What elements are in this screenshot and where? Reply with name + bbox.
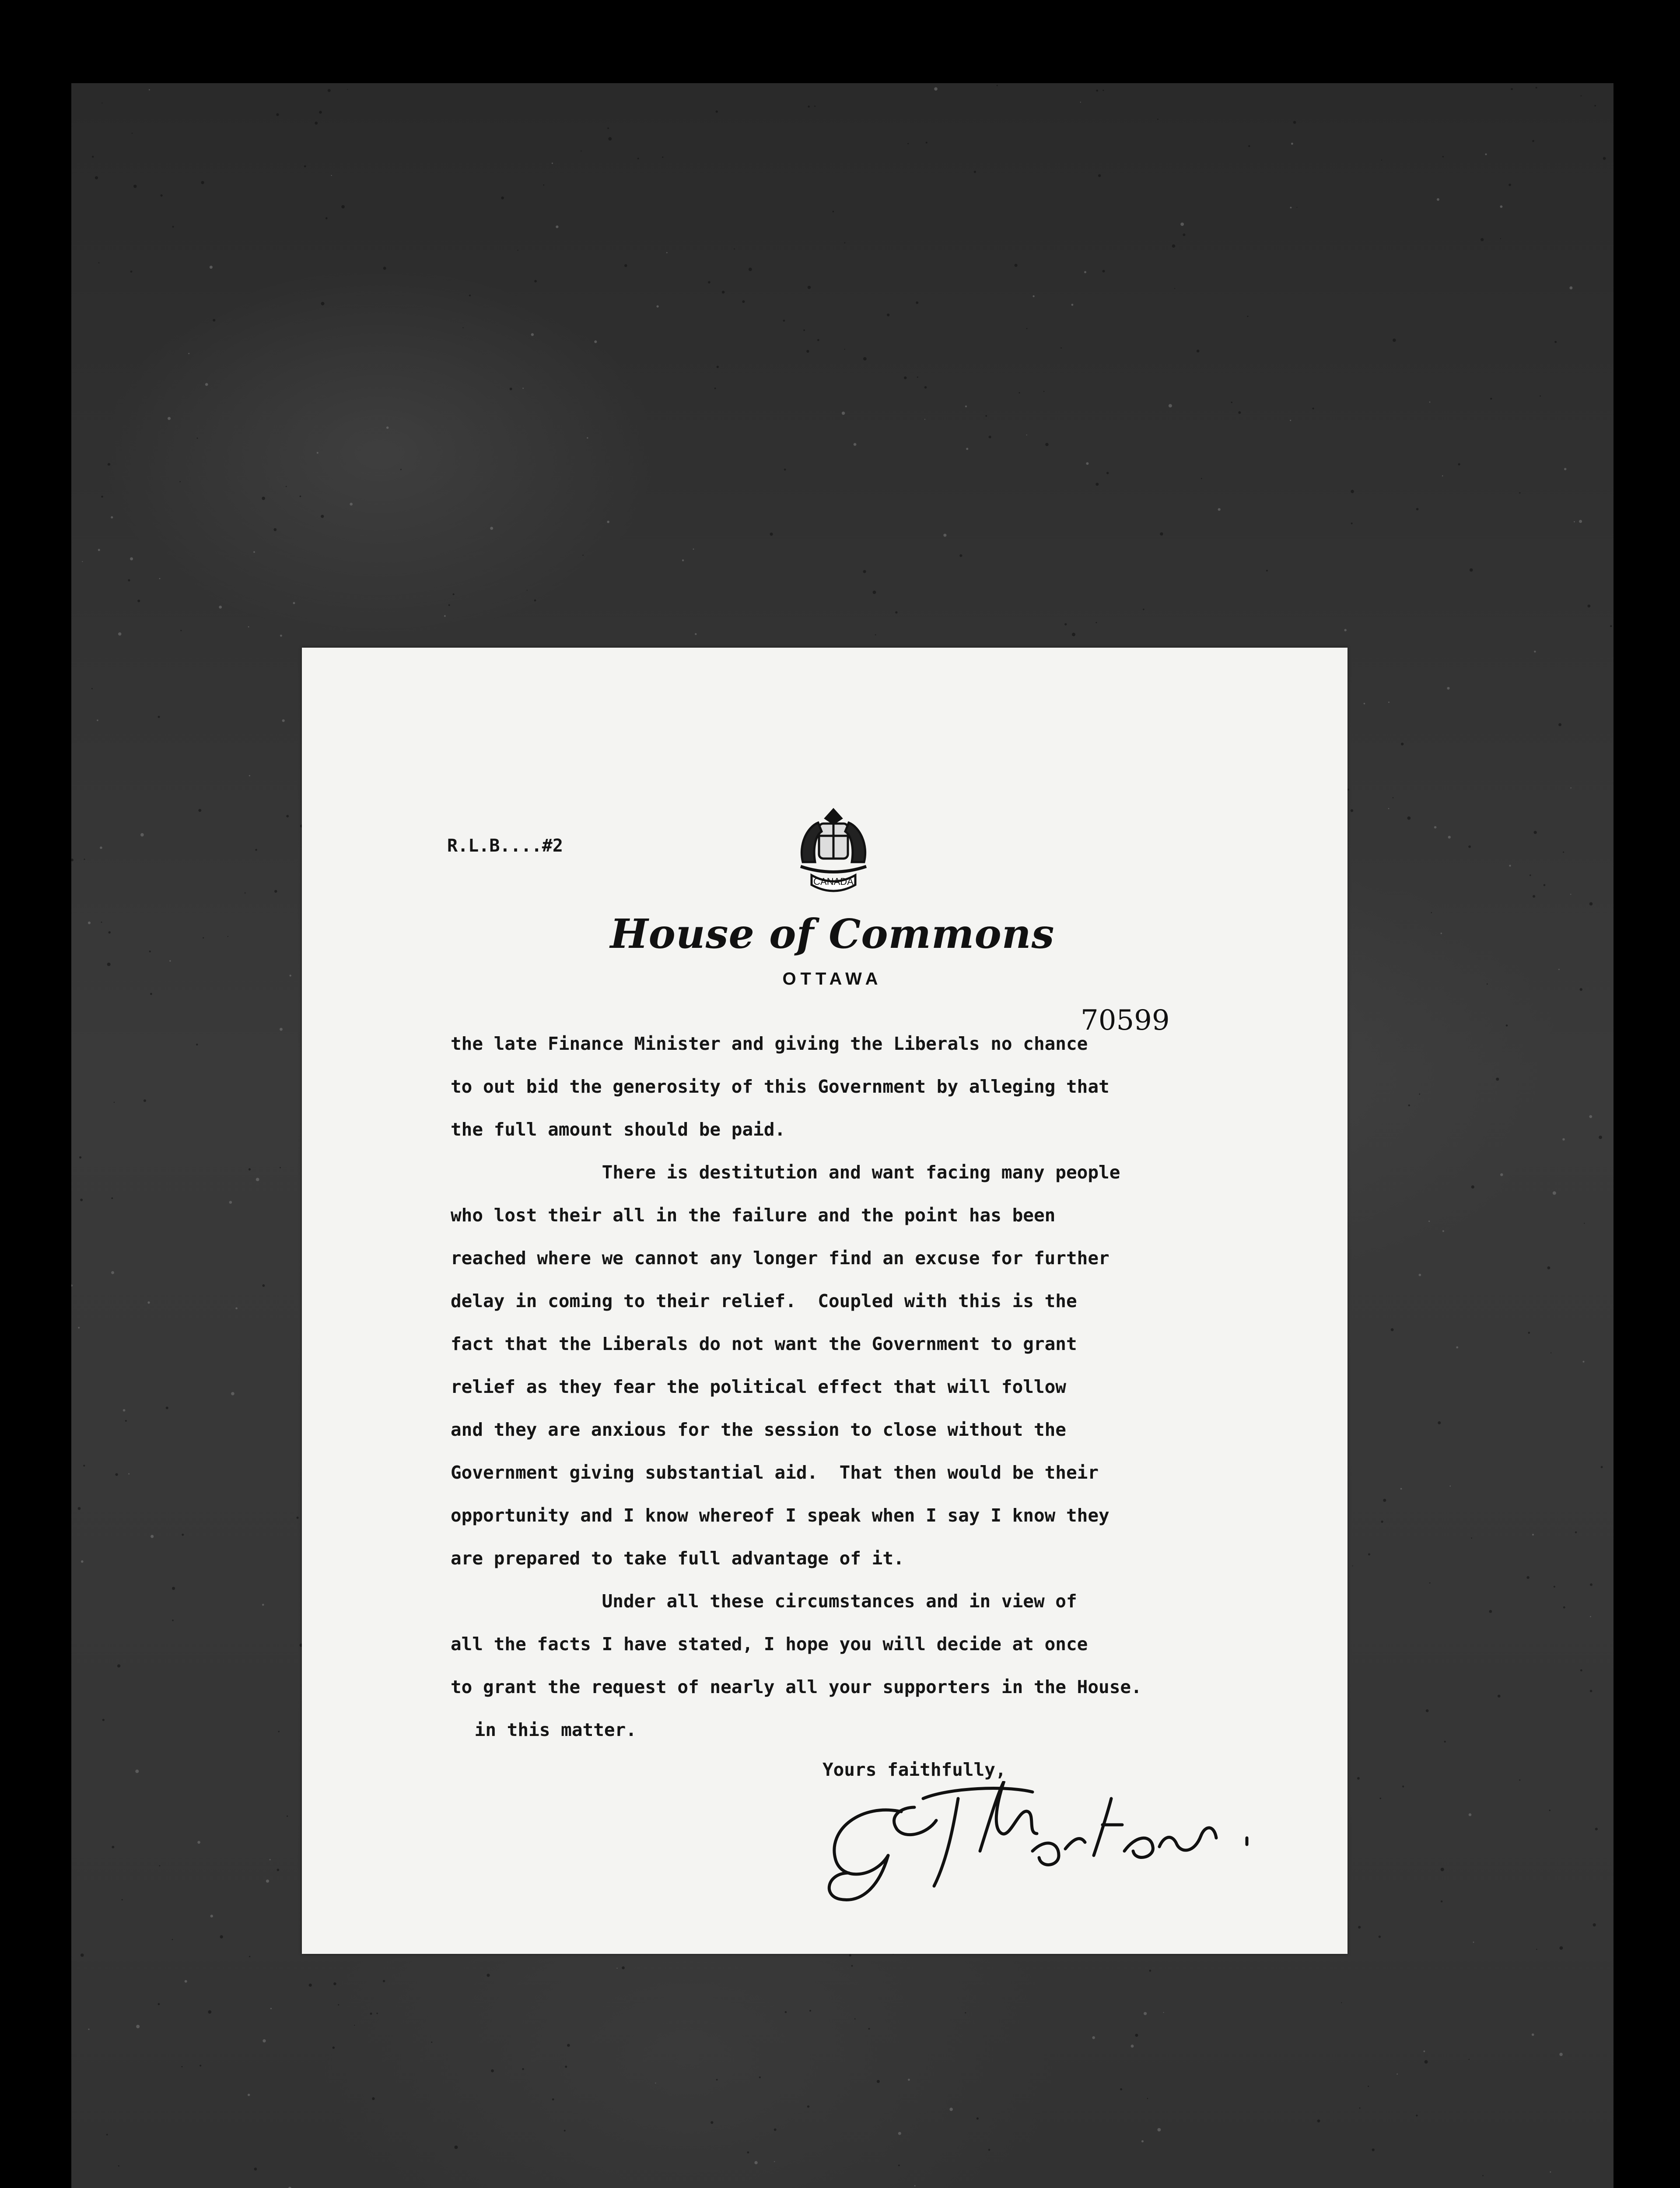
letter-body-line: Government giving substantial aid. That then would be their	[451, 1462, 1099, 1483]
microfilm-frame	[71, 83, 1614, 2188]
letter-page	[302, 648, 1348, 1954]
letterhead-title: House of Commons	[610, 910, 1055, 957]
closing-salutation: Yours faithfully,	[822, 1759, 1006, 1780]
handwritten-signature	[814, 1781, 1291, 1912]
archive-page-number: 70599	[1081, 1004, 1170, 1037]
letter-body-line: the full amount should be paid.	[451, 1119, 786, 1140]
letter-body-line: who lost their all in the failure and the point has been	[451, 1205, 1056, 1226]
letter-body-line: There is destitution and want facing many people	[451, 1162, 1120, 1183]
royal-crest-icon	[779, 792, 888, 901]
letter-body-line: the late Finance Minister and giving the Liberals no chance	[451, 1033, 1088, 1054]
letter-body-line: opportunity and I know whereof I speak when I say I know they	[451, 1505, 1110, 1526]
letter-body-line: in this matter.	[464, 1719, 637, 1740]
letter-body-line: relief as they fear the political effect that will follow	[451, 1376, 1066, 1397]
letter-body-line: fact that the Liberals do not want the Government to grant	[451, 1333, 1077, 1354]
letter-body-line: delay in coming to their relief. Coupled with this is the	[451, 1290, 1077, 1311]
letter-body-line: all the facts I have stated, I hope you will decide at once	[451, 1634, 1088, 1655]
reference-code: R.L.B....#2	[447, 836, 563, 856]
letter-body-line: to grant the request of nearly all your supporters in the House.	[451, 1676, 1142, 1697]
letter-body-line: reached where we cannot any longer find an excuse for further	[451, 1248, 1110, 1269]
letter-body-line: are prepared to take full advantage of it.	[451, 1548, 904, 1569]
letter-body-line: to out bid the generosity of this Government by alleging that	[451, 1076, 1110, 1097]
letter-body-line: Under all these circumstances and in view of	[451, 1591, 1077, 1612]
letter-body-line: and they are anxious for the session to close without the	[451, 1419, 1066, 1440]
letterhead-city: OTTAWA	[782, 969, 882, 989]
crest-motto: CANADA	[813, 876, 854, 887]
